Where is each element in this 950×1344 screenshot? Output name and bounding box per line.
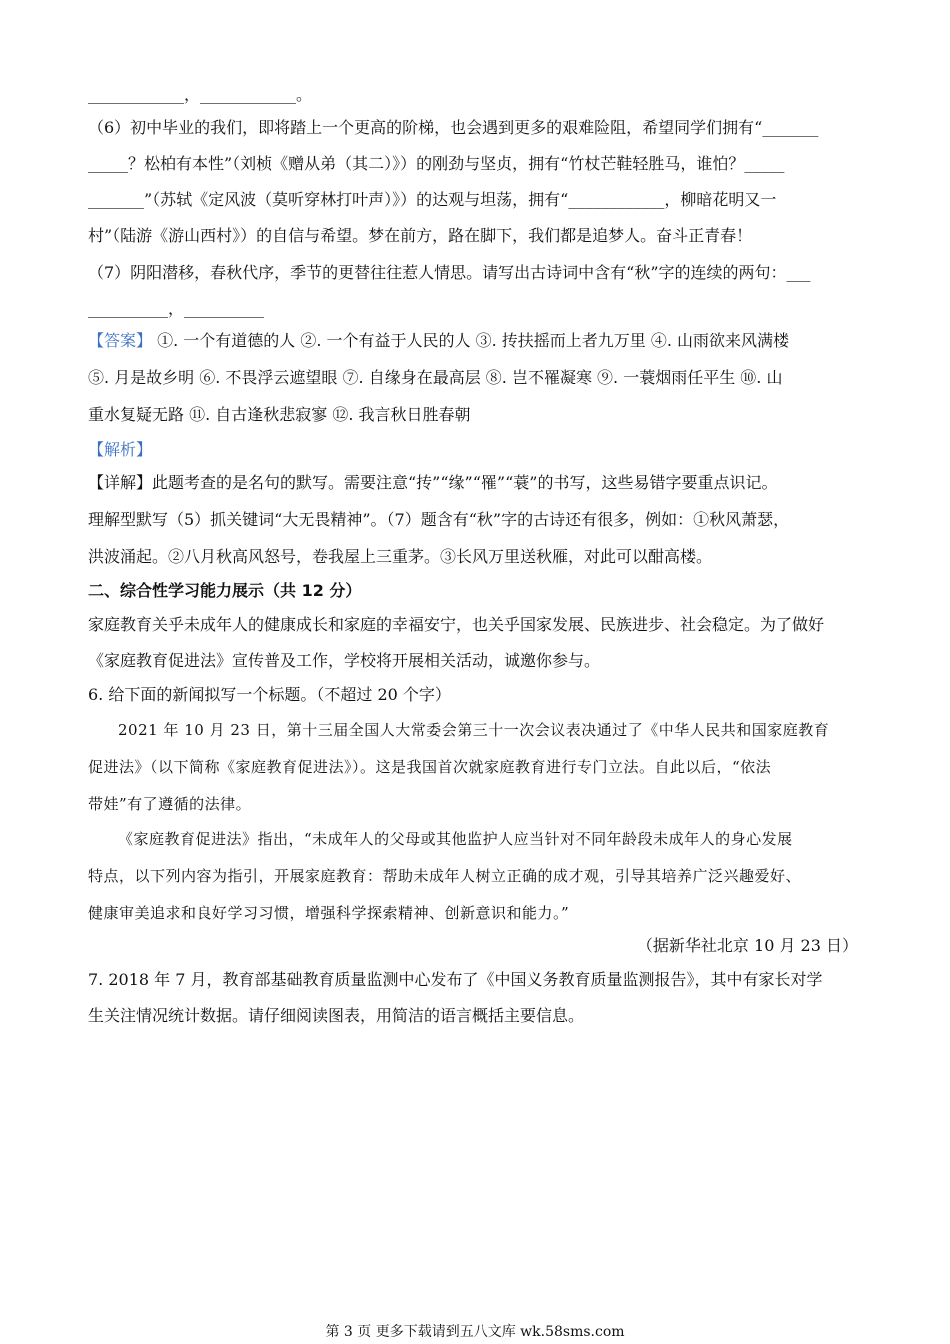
question-6-line-3: _______”（苏轼《定风波（莫听穿林打叶声）》）的达观与坦荡，拥有“____________，柳暗花明又一 xyxy=(88,190,777,209)
answer-line-3: 重水复疑无路 ⑪. 自古逢秋悲寂寥 ⑫. 我言秋日胜春朝 xyxy=(88,405,471,424)
page-footer: 第 3 页 更多下载请到五八文库 wk.58sms.com xyxy=(325,1324,625,1340)
answer-line-1: ①. 一个有道德的人 ②. 一个有益于人民的人 ③. 抟扶摇而上者九万里 ④. 山雨欲来风满楼 xyxy=(157,331,790,350)
news-line-2: 促进法》（以下简称《家庭教育促进法》）。这是我国首次就家庭教育进行专门立法。自此以后，“依法 xyxy=(88,758,772,776)
fill-blank-line-1: ____________，____________。 xyxy=(88,85,313,104)
question-6-line-4: 村”（陆游《游山西村》）的自信与希望。梦在前方，路在脚下，我们都是追梦人。奋斗正青春！ xyxy=(88,226,753,245)
answer-tag: 【答案】 xyxy=(88,331,153,350)
analysis-tag: 【解析】 xyxy=(88,440,153,459)
question-6-line-2: _____？松柏有本性”（刘桢《赠从弟（其二）》）的刚劲与坚贞，拥有“竹杖芒鞋轻胜马，谁怕？_____ xyxy=(88,154,785,173)
section-2-intro-1: 家庭教育关乎未成年人的健康成长和家庭的幸福安宁，也关乎国家发展、民族进步、社会稳定。为了做好 xyxy=(88,615,825,634)
analysis-line-1: 【详解】此题考查的是名句的默写。需要注意“抟”“缘”“罹”“蓑”的书写，这些易错字要重点识记。 xyxy=(88,473,778,492)
news-source: （据新华社北京 10 月 23 日） xyxy=(636,936,858,955)
question-7-prompt-2: 生关注情况统计数据。请仔细阅读图表，用简洁的语言概括主要信息。 xyxy=(88,1006,585,1025)
answer-line-2: ⑤. 月是故乡明 ⑥. 不畏浮云遮望眼 ⑦. 自缘身在最高层 ⑧. 岂不罹凝寒 ⑨. 一蓑烟雨任平生 ⑩. 山 xyxy=(88,368,783,387)
question-7-line-2: __________，__________ xyxy=(88,299,265,318)
news-line-3: 带娃”有了遵循的法律。 xyxy=(88,795,252,813)
news-line-6: 健康审美追求和良好学习习惯，增强科学探索精神、创新意识和能力。” xyxy=(88,904,570,922)
news-line-4: 《家庭教育促进法》指出，“未成年人的父母或其他监护人应当针对不同年龄段未成年人的身心发展 xyxy=(118,830,793,848)
question-6-prompt: 6. 给下面的新闻拟写一个标题。（不超过 20 个字） xyxy=(88,685,451,704)
news-line-5: 特点，以下列内容为指引，开展家庭教育：帮助未成年人树立正确的成才观，引导其培养广泛兴趣爱好、 xyxy=(88,867,802,885)
question-7-line-1: （7）阴阳潜移，春秋代序，季节的更替往往惹人情思。请写出古诗词中含有“秋”字的连续的两句：___ xyxy=(88,263,811,282)
question-6-line-1: （6）初中毕业的我们，即将踏上一个更高的阶梯，也会遇到更多的艰难险阻，希望同学们拥有“_______ xyxy=(88,118,819,137)
news-line-1: 2021 年 10 月 23 日，第十三届全国人大常委会第三十一次会议表决通过了《中华人民共和国家庭教育 xyxy=(118,721,830,739)
answer-block xyxy=(88,330,870,352)
analysis-line-2: 理解型默写（5）抓关键词“大无畏精神”。（7）题含有“秋”字的古诗还有很多，例如：①秋风萧瑟， xyxy=(88,510,790,529)
analysis-line-3: 洪波涌起。②八月秋高风怒号，卷我屋上三重茅。③长风万里送秋雁，对此可以酣高楼。 xyxy=(88,547,713,566)
section-2-heading: 二、综合性学习能力展示（共 12 分） xyxy=(88,581,362,600)
section-2-intro-2: 《家庭教育促进法》宣传普及工作，学校将开展相关活动，诚邀你参与。 xyxy=(88,651,601,670)
question-7-prompt-1: 7. 2018 年 7 月，教育部基础教育质量监测中心发布了《中国义务教育质量监测报告》，其中有家长对学 xyxy=(88,970,823,989)
